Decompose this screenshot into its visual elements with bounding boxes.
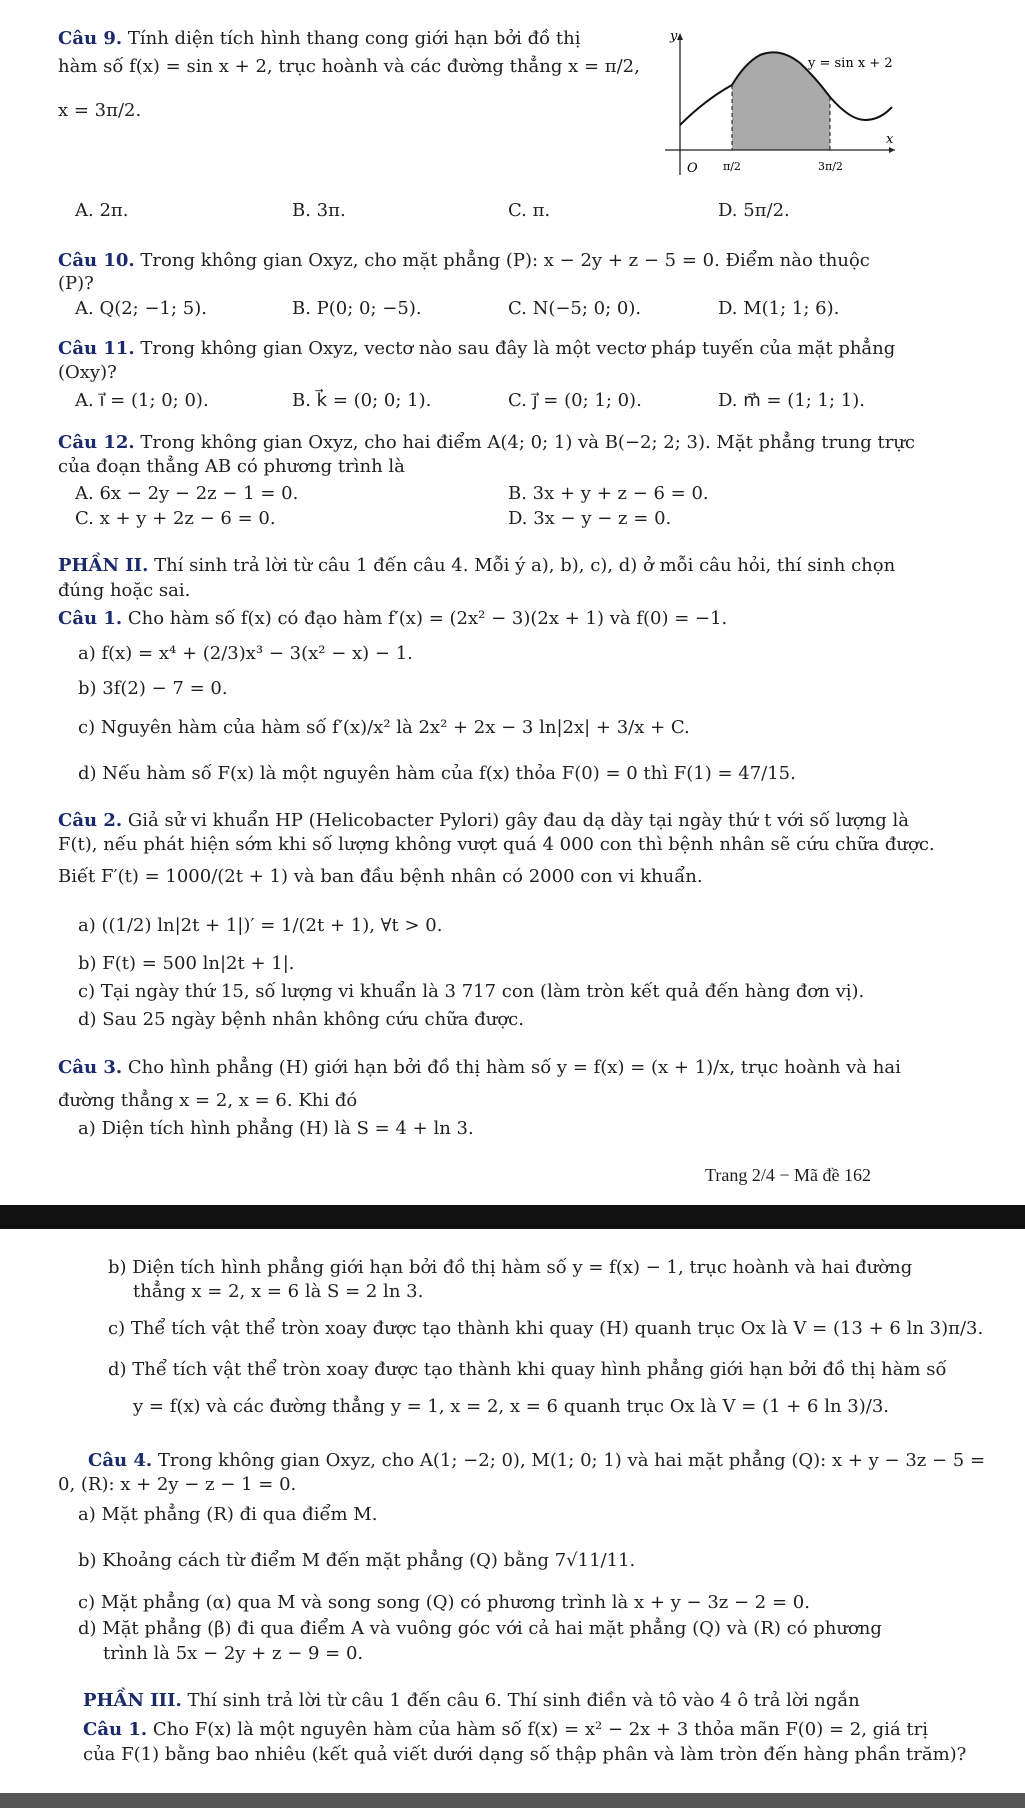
q11-option-d: D. m⃗ = (1; 1; 1). xyxy=(718,390,865,411)
c1-d: d) Nếu hàm số F(x) là một nguyên hàm của f(x) thỏa F(0) = 0 thì F(1) = 47/15. xyxy=(78,763,796,784)
c1-label: Câu 1. xyxy=(58,608,123,629)
c2-c: c) Tại ngày thứ 15, số lượng vi khuẩn là 3 717 con (làm tròn kết quả đến hàng đơn vị). xyxy=(78,981,865,1002)
c4-d-2: trình là 5x − 2y + z − 9 = 0. xyxy=(103,1643,364,1664)
y-axis-arrow xyxy=(677,33,683,40)
c4-line-2: 0, (R): x + 2y − z − 1 = 0. xyxy=(58,1474,297,1495)
part3-text: Thí sinh trả lời từ câu 1 đến câu 6. Thí sinh điền và tô vào 4 ô trả lời ngắn xyxy=(187,1690,860,1711)
x-axis-arrow xyxy=(889,147,895,153)
c2-a: a) ((1/2) ln|2t + 1|)′ = 1/(2t + 1), ∀t > 0. xyxy=(78,915,443,936)
c4-b: b) Khoảng cách từ điểm M đến mặt phẳng (Q) bằng 7√11/11. xyxy=(78,1550,636,1571)
c4-text-1: Trong không gian Oxyz, cho A(1; −2; 0), M(1; 0; 1) và hai mặt phẳng (Q): x + y − 3z − 5 = xyxy=(157,1450,986,1471)
function-label: y = sin x + 2 xyxy=(808,56,893,71)
q9-option-b: B. 3π. xyxy=(292,200,346,221)
q11-line-1 xyxy=(58,338,895,360)
q9-label: Câu 9. xyxy=(58,28,123,49)
c2-line-1 xyxy=(58,810,909,832)
exam-page-2 xyxy=(0,1229,1025,1808)
c1-a: a) f(x) = x⁴ + (2/3)x³ − 3(x² − x) − 1. xyxy=(78,643,413,664)
q11-option-b: B. k⃗ = (0; 0; 1). xyxy=(292,390,432,411)
c3-d-2: y = f(x) và các đường thẳng y = 1, x = 2, x = 6 quanh trục Ox là V = (1 + 6 ln 3)/3. xyxy=(133,1396,890,1417)
q10-line-1 xyxy=(58,250,870,272)
c3-c: c) Thể tích vật thể tròn xoay được tạo thành khi quay (H) quanh trục Ox là V = (13 + 6 ln 3)π/3. xyxy=(108,1318,984,1339)
page-divider xyxy=(0,1205,1025,1229)
q11-text-1: Trong không gian Oxyz, vectơ nào sau đây là một vectơ pháp tuyến của mặt phẳng xyxy=(140,338,896,359)
c1-stem-text: Cho hàm số f(x) có đạo hàm f′(x) = (2x² − 3)(2x + 1) và f(0) = −1. xyxy=(127,608,728,629)
origin-label: O xyxy=(687,161,698,176)
q10-text-1: Trong không gian Oxyz, cho mặt phẳng (P): x − 2y + z − 5 = 0. Điểm nào thuộc xyxy=(140,250,870,271)
q9-line-1 xyxy=(58,28,581,50)
q9-line-2: hàm số f(x) = sin x + 2, trục hoành và các đường thẳng x = π/2, xyxy=(58,56,640,77)
bottom-bar xyxy=(0,1793,1025,1808)
x-label: x xyxy=(886,132,894,147)
q12-line-2: của đoạn thẳng AB có phương trình là xyxy=(58,456,405,477)
q11-label: Câu 11. xyxy=(58,338,135,359)
c2-label: Câu 2. xyxy=(58,810,123,831)
c4-a: a) Mặt phẳng (R) đi qua điểm M. xyxy=(78,1504,378,1525)
c2-text-1: Giả sử vi khuẩn HP (Helicobacter Pylori) gây đau dạ dày tại ngày thứ t với số lượng là xyxy=(127,810,910,831)
part2-line-1 xyxy=(58,555,895,577)
c4-c: c) Mặt phẳng (α) qua M và song song (Q) có phương trình là x + y − 3z − 2 = 0. xyxy=(78,1592,810,1613)
q9-option-d: D. 5π/2. xyxy=(718,200,790,221)
tick-3pi-2: 3π/2 xyxy=(818,160,843,173)
q12-option-a: A. 6x − 2y − 2z − 1 = 0. xyxy=(75,483,299,504)
q10-label: Câu 10. xyxy=(58,250,135,271)
q12-text-1: Trong không gian Oxyz, cho hai điểm A(4; 0; 1) và B(−2; 2; 3). Mặt phẳng trung trực xyxy=(140,432,915,453)
c3-label: Câu 3. xyxy=(58,1057,123,1078)
c2-b: b) F(t) = 500 ln|2t + 1|. xyxy=(78,953,295,974)
q9-text-1: Tính diện tích hình thang cong giới hạn bởi đồ thị xyxy=(127,28,581,49)
q11-line-2: (Oxy)? xyxy=(58,362,117,383)
q9-option-a: A. 2π. xyxy=(75,200,129,221)
q10-option-a: A. Q(2; −1; 5). xyxy=(75,298,207,319)
c1-stem xyxy=(58,608,727,630)
q10-option-b: B. P(0; 0; −5). xyxy=(292,298,422,319)
q9-graph xyxy=(660,25,900,185)
c3-d-1: d) Thể tích vật thể tròn xoay được tạo thành khi quay hình phẳng giới hạn bởi đồ thị hàm số xyxy=(108,1359,947,1380)
c2-line-2: F(t), nếu phát hiện sớm khi số lượng không vượt quá 4 000 con thì bệnh nhân sẽ cứu chữa được. xyxy=(58,834,935,855)
c1-b: b) 3f(2) − 7 = 0. xyxy=(78,678,228,699)
q12-line-1 xyxy=(58,432,915,454)
p3c1-text-1: Cho F(x) là một nguyên hàm của hàm số f(x) = x² − 2x + 3 thỏa mãn F(0) = 2, giá trị xyxy=(152,1719,928,1740)
q9-option-c: C. π. xyxy=(508,200,551,221)
c4-line-1 xyxy=(88,1450,985,1472)
q11-option-a: A. i⃗ = (1; 0; 0). xyxy=(75,390,209,411)
q10-line-2: (P)? xyxy=(58,273,94,294)
part2-text-1: Thí sinh trả lời từ câu 1 đến câu 4. Mỗi ý a), b), c), d) ở mỗi câu hỏi, thí sinh chọn xyxy=(154,555,896,576)
c2-line-3: Biết F′(t) = 1000/(2t + 1) và ban đầu bệnh nhân có 2000 con vi khuẩn. xyxy=(58,866,703,887)
part2-line-2: đúng hoặc sai. xyxy=(58,580,191,601)
q10-option-d: D. M(1; 1; 6). xyxy=(718,298,840,319)
c3-b-2: thẳng x = 2, x = 6 là S = 2 ln 3. xyxy=(133,1281,424,1302)
c3-line-1 xyxy=(58,1057,901,1079)
y-label: y xyxy=(670,29,678,44)
p3c1-line-1 xyxy=(83,1719,928,1741)
part2-label: PHẦN II. xyxy=(58,555,149,576)
q11-option-c: C. j⃗ = (0; 1; 0). xyxy=(508,390,642,411)
p3c1-label: Câu 1. xyxy=(83,1719,148,1740)
c4-d-1: d) Mặt phẳng (β) đi qua điểm A và vuông góc với cả hai mặt phẳng (Q) và (R) có phương xyxy=(78,1618,882,1639)
part3-line xyxy=(83,1690,860,1712)
q10-option-c: C. N(−5; 0; 0). xyxy=(508,298,642,319)
q12-label: Câu 12. xyxy=(58,432,135,453)
c3-b-1: b) Diện tích hình phẳng giới hạn bởi đồ thị hàm số y = f(x) − 1, trục hoành và hai đường xyxy=(108,1257,913,1278)
tick-pi-2: π/2 xyxy=(723,160,741,173)
c1-c: c) Nguyên hàm của hàm số f′(x)/x² là 2x² + 2x − 3 ln|2x| + 3/x + C. xyxy=(78,717,690,738)
q9-line-3: x = 3π/2. xyxy=(58,100,142,121)
c2-d: d) Sau 25 ngày bệnh nhân không cứu chữa được. xyxy=(78,1009,524,1030)
p3c1-line-2: của F(1) bằng bao nhiêu (kết quả viết dưới dạng số thập phân và làm tròn đến hàng phần trăm)? xyxy=(83,1744,967,1765)
part3-label: PHẦN III. xyxy=(83,1690,182,1711)
c3-text-1: Cho hình phẳng (H) giới hạn bởi đồ thị hàm số y = f(x) = (x + 1)/x, trục hoành và hai xyxy=(127,1057,901,1078)
c3-line-2: đường thẳng x = 2, x = 6. Khi đó xyxy=(58,1090,358,1111)
q12-option-b: B. 3x + y + z − 6 = 0. xyxy=(508,483,709,504)
c4-label: Câu 4. xyxy=(88,1450,153,1471)
c3-a: a) Diện tích hình phẳng (H) là S = 4 + ln 3. xyxy=(78,1118,474,1139)
q12-option-d: D. 3x − y − z = 0. xyxy=(508,508,672,529)
page-footer: Trang 2/4 − Mã đề 162 xyxy=(705,1165,871,1185)
q12-option-c: C. x + y + 2z − 6 = 0. xyxy=(75,508,276,529)
